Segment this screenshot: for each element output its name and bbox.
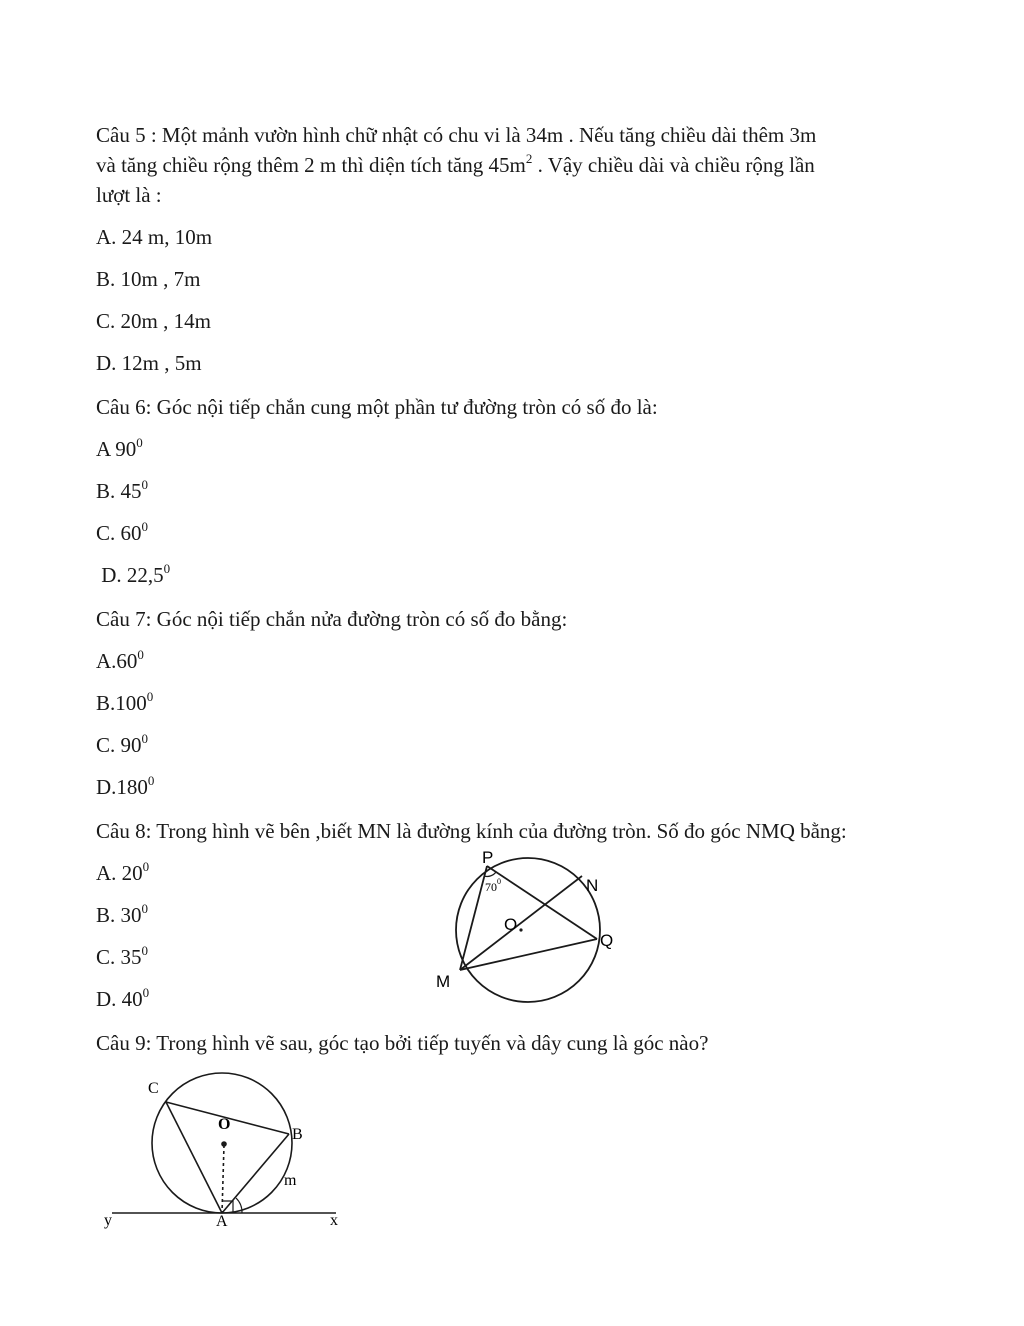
q8-question: Câu 8: Trong hình vẽ bên ,biết MN là đường kính của đường tròn. Số đo góc NMQ bằng: [96,819,847,843]
q8-angle-label: 70 [485,880,497,894]
q7-option-c: C. $90^0$ [96,731,149,757]
q8-circle-figure [420,840,630,1015]
q7-option-d: D.180$^0$ [96,773,155,799]
q5-text-line-1: Câu 5 : Một mảnh vườn hình chữ nhật có chu vi là 34m . Nếu tăng chiều dài thêm 3m [96,123,817,147]
q5-option-c: C. 20m , 14m [96,309,211,333]
q8-center-dot [519,928,522,931]
q8-option-d: D. $40^0$ [96,985,150,1011]
q5-text-line-2: và tăng chiều rộng thêm 2 m thì diện tích tăng $45m^2$ . Vậy chiều dài và chiều rộng lần [96,151,815,177]
q5-option-d: D. 12m , 5m [96,351,202,375]
q7-question: Câu 7: Góc nội tiếp chắn nửa đường tròn có số đo bằng: [96,607,568,631]
q6-option-c: C. $60^0$ [96,519,149,545]
q9-label-m: m [284,1172,297,1189]
q6-question: Câu 6: Góc nội tiếp chắn cung một phần tư đường tròn có số đo là: [96,395,658,419]
q9-tangent-figure [100,1070,350,1230]
q8-option-c: C. $35^0$ [96,943,149,969]
q8-label-q: Q [600,931,614,950]
q8-option-a: A. $20^0$ [96,859,150,885]
q5-option-a: A. 24 m, 10m [96,225,213,249]
q8-angle-degree: 0 [497,877,501,886]
q9-chord-ca [166,1102,222,1213]
q6-option-b: B. $45^0$ [96,477,149,503]
q9-radius-oa [222,1145,224,1213]
q9-label-o: O [218,1116,231,1133]
q8-label-m: M [436,972,451,991]
q7-option-a: $A.60^0$ [96,647,144,673]
q7-option-b: B.100$^0$ [96,689,154,715]
q5-text-line-3: lượt là : [96,183,162,207]
q5-option-b: B. 10m , 7m [96,267,201,291]
q8-option-b: B. $30^0$ [96,901,149,927]
q9-label-a: A [216,1213,228,1230]
q9-label-x: x [330,1212,338,1229]
q8-label-p: P [482,848,494,867]
q9-label-c: C [148,1080,159,1097]
q9-center-dot [221,1141,227,1147]
q9-label-y: y [104,1212,112,1229]
q8-label-o: O [504,915,518,934]
q9-label-b: B [292,1126,303,1143]
q8-label-n: N [586,876,599,895]
q6-option-a: A $90^0$ [96,435,143,461]
q9-question: Câu 9: Trong hình vẽ sau, góc tạo bởi tiếp tuyến và dây cung là góc nào? [96,1031,709,1055]
q6-option-d: D. 22,5$^0$ [96,561,171,587]
